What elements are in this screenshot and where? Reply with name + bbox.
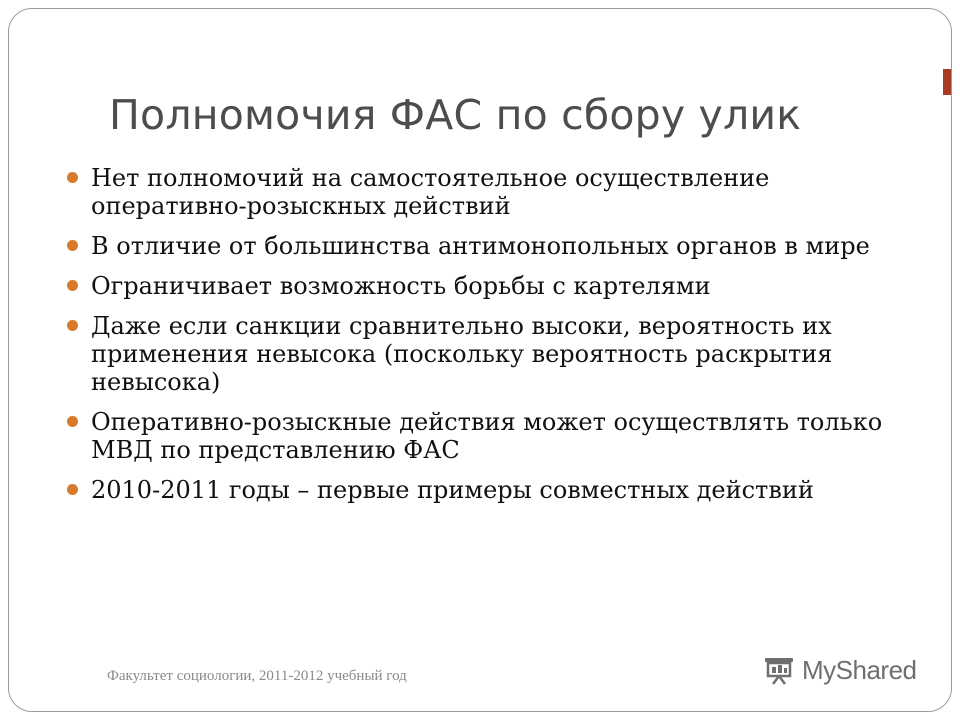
bullet-item xyxy=(67,408,927,464)
bullet-dot-icon xyxy=(67,484,78,495)
presentation-board-icon xyxy=(762,654,796,686)
bullet-text: В отличие от большинства антимонопольных органов в мире xyxy=(91,232,870,260)
bullet-dot-icon xyxy=(67,172,78,183)
bullet-item xyxy=(67,164,927,220)
slide xyxy=(8,8,952,712)
bullet-dot-icon xyxy=(67,416,78,427)
bullet-text: Нет полномочий на самостоятельное осуществление оперативно-розыскных действий xyxy=(91,164,770,220)
bullet-dot-icon xyxy=(67,240,78,251)
bullet-text: Оперативно-розыскные действия может осуществлять только МВД по представлению ФАС xyxy=(91,408,883,464)
accent-bar xyxy=(943,69,952,95)
bullet-list xyxy=(67,164,927,516)
watermark-text: MyShared xyxy=(802,654,917,685)
bullet-text: Даже если санкции сравнительно высоки, вероятность их применения невысока (поскольку вероятность раскрытия невысока) xyxy=(91,312,833,396)
slide-footer: Факультет социологии, 2011-2012 учебный год xyxy=(107,668,407,684)
bullet-item xyxy=(67,232,927,260)
bullet-item xyxy=(67,312,927,396)
bullet-text: Ограничивает возможность борьбы с картелями xyxy=(91,272,711,300)
bullet-dot-icon xyxy=(67,280,78,291)
watermark-logo xyxy=(762,654,917,686)
bullet-item xyxy=(67,272,927,300)
bullet-item xyxy=(67,476,927,504)
bullet-text: 2010-2011 годы – первые примеры совместных действий xyxy=(91,476,814,504)
slide-title: Полномочия ФАС по сбору улик xyxy=(109,91,802,139)
bullet-dot-icon xyxy=(67,320,78,331)
